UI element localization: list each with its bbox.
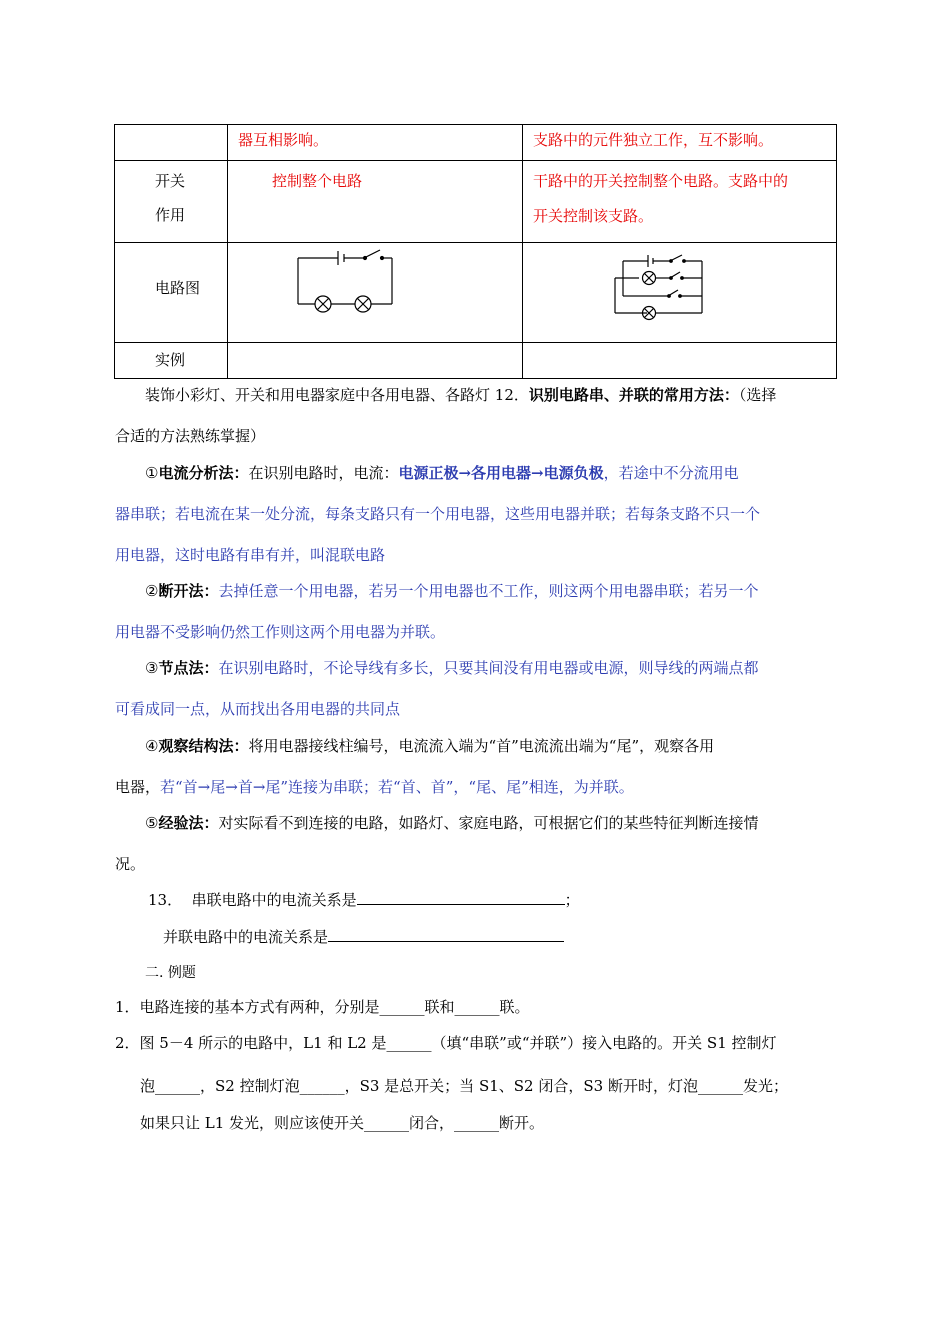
method-5-line-1: ⑤经验法：对实际看不到连接的电路，如路灯、家庭电路，可根据它们的某些特征判断连接情 xyxy=(145,814,759,832)
series-cell: 器互相影响。 xyxy=(228,125,523,161)
comparison-table xyxy=(114,124,837,379)
series-diagram-cell xyxy=(228,243,523,343)
series-cell xyxy=(228,343,523,379)
method-title: 观察结构法： xyxy=(158,737,249,755)
parallel-cell: 干路中的开关控制整个电路。支路中的 开关控制该支路。 xyxy=(523,161,837,243)
method-5-line-2: 况。 xyxy=(115,855,146,873)
intro-title: 识别电路串、并联的常用方法： xyxy=(528,386,739,404)
row-label: 实例 xyxy=(115,343,228,379)
intro-line-2: 合适的方法熟练掌握） xyxy=(115,427,266,445)
q13-line-2: 并联电路中的电流关系是 xyxy=(163,926,564,947)
method-title: 节点法： xyxy=(158,659,219,677)
example-2-line-1: 2．图 5－4 所示的电路中，L1 和 L2 是______（填“串联”或“并联”）接入电路的。开关 S1 控制灯 xyxy=(115,1034,777,1052)
method-3-line-2: 可看成同一点，从而找出各用电器的共同点 xyxy=(115,700,401,718)
table-row xyxy=(115,161,837,243)
table-row xyxy=(115,343,837,379)
intro-line-1: 装饰小彩灯、开关和用电器家庭中各用电器、各路灯 12．识别电路串、并联的常用方法：（选择 xyxy=(145,386,777,404)
table-row xyxy=(115,125,837,161)
row-label: 电路图 xyxy=(115,243,228,343)
method-1-line-2: 器串联；若电流在某一处分流，每条支路只有一个用电器，这些用电器并联；若每条支路不只一个 xyxy=(115,505,761,523)
method-1-line-1: ①电流分析法：在识别电路时，电流：电源正极→各用电器→电源负极，若途中不分流用电 xyxy=(145,464,739,482)
method-4-line-1: ④观察结构法：将用电器接线柱编号，电流流入端为“首”电流流出端为“尾”，观察各用 xyxy=(145,737,715,755)
method-title: 电流分析法： xyxy=(158,464,249,482)
section-heading: 二. 例题 xyxy=(145,965,196,981)
answer-blank[interactable] xyxy=(328,927,564,942)
table-row xyxy=(115,243,837,343)
row-label xyxy=(115,125,228,161)
example-1: 1．电路连接的基本方式有两种，分别是______联和______联。 xyxy=(115,998,530,1016)
method-2-line-2: 用电器不受影响仍然工作则这两个用电器为并联。 xyxy=(115,623,446,641)
method-1-line-3: 用电器，这时电路有串有并，叫混联电路 xyxy=(115,546,386,564)
parallel-cell xyxy=(523,343,837,379)
method-title: 断开法： xyxy=(158,582,219,600)
series-cell: 控制整个电路 xyxy=(228,161,523,243)
example-2-line-3: 如果只让 L1 发光，则应该使开关______闭合，______断开。 xyxy=(140,1114,545,1132)
example-2-line-2: 泡______，S2 控制灯泡______，S3 是总开关；当 S1、S2 闭合，S3 断开时，灯泡______发光； xyxy=(140,1077,788,1095)
parallel-circuit-diagram xyxy=(523,243,836,341)
answer-blank[interactable] xyxy=(357,890,565,905)
row-label: 开关 作用 xyxy=(115,161,228,243)
q13-line-1: 13． 串联电路中的电流关系是 ； xyxy=(148,891,580,909)
parallel-cell: 支路中的元件独立工作，互不影响。 xyxy=(523,125,837,161)
parallel-diagram-cell xyxy=(523,243,837,343)
method-3-line-1: ③节点法：在识别电路时，不论导线有多长，只要其间没有用电器或电源，则导线的两端点都 xyxy=(145,659,759,677)
series-circuit-diagram xyxy=(228,243,522,341)
method-4-line-2: 电器，若“首→尾→首→尾”连接为串联；若“首、首”，“尾、尾”相连，为并联。 xyxy=(115,778,634,796)
method-2-line-1: ②断开法：去掉任意一个用电器，若另一个用电器也不工作，则这两个用电器串联；若另一个 xyxy=(145,582,759,600)
method-title: 经验法： xyxy=(158,814,219,832)
